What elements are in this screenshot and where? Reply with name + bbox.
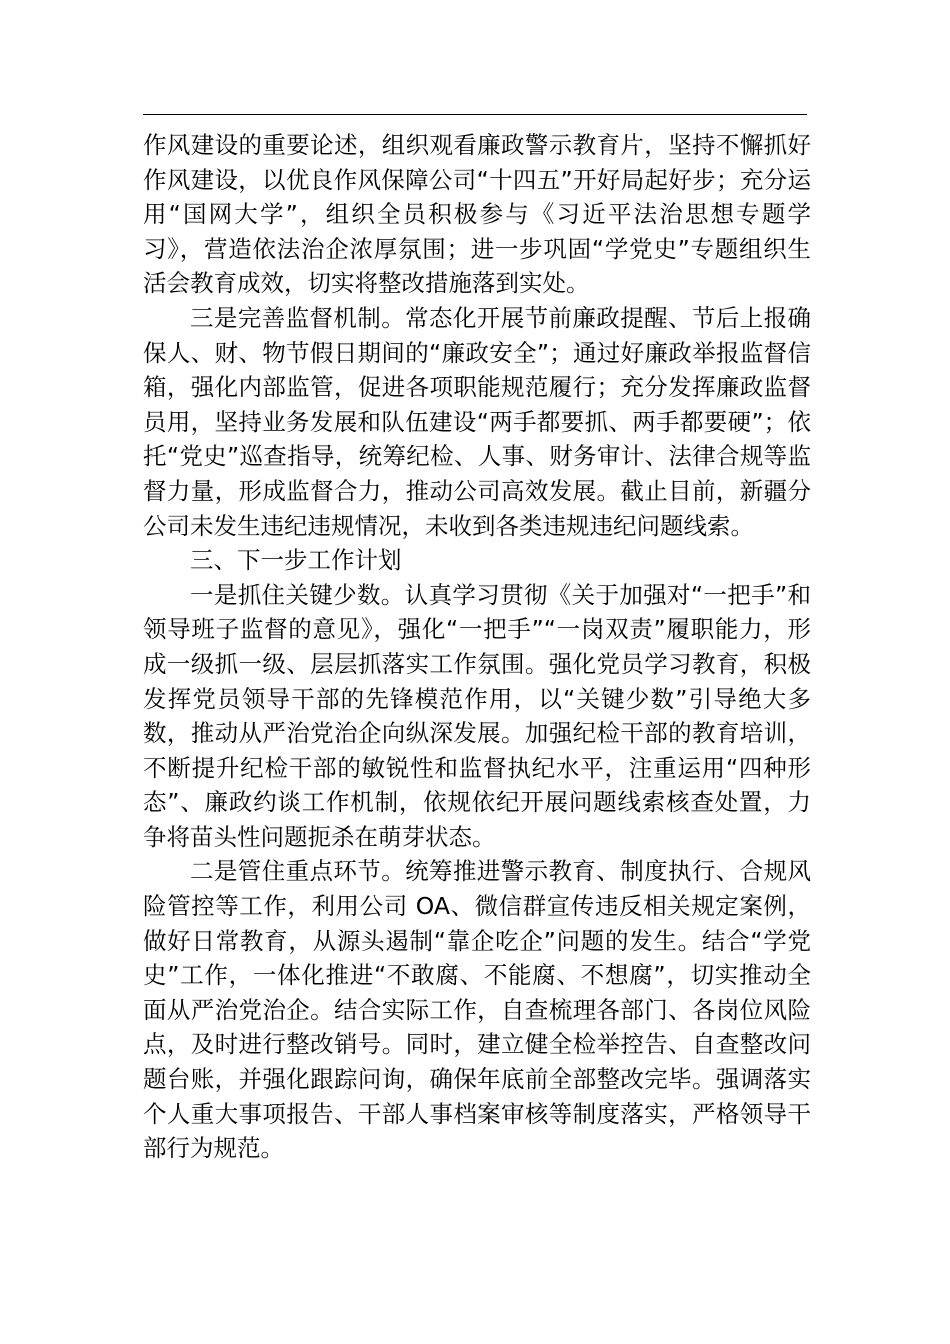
header-rule xyxy=(143,114,807,115)
paragraph-key-minority: 一是抓住关键少数。认真学习贯彻《关于加强对“一把手”和领导班子监督的意见》，强化“一把手”“一岗双责”履职能力，形成一级抓一级、层层抓落实工作氛围。强化党员学习教育，积极发挥党员领导干部的先锋模范作用，以“关键少数”引导绝大多数，推动从严治党治企向纵深发展。加强纪检干部的教育培训，不断提升纪检干部的敏锐性和监督执纪水平，注重运用“四种形态”、廉政约谈工作机制，依规依纪开展问题线索核查处置，力争将苗头性问题扼杀在萌芽状态。 xyxy=(143,580,811,851)
section-heading-next-steps: 三、下一步工作计划 xyxy=(190,546,402,575)
paragraph-continuation: 作风建设的重要论述，组织观看廉政警示教育片，坚持不懈抓好作风建设，以优良作风保障公司“十四五”开好局起好步；充分运用“国网大学”，组织全员积极参与《习近平法治思想专题学习》，营造依法治企浓厚氛围；进一步巩固“学党史”专题组织生活会教育成效，切实将整改措施落到实处。 xyxy=(143,131,811,298)
paragraph-supervision-mechanism: 三是完善监督机制。常态化开展节前廉政提醒、节后上报确保人、财、物节假日期间的“廉政安全”；通过好廉政举报监督信箱，强化内部监管，促进各项职能规范履行；充分发挥廉政监督员用，坚持业务发展和队伍建设“两手都要抓、两手都要硬”；依托“党史”巡查指导，统筹纪检、人事、财务审计、法律合规等监督力量，形成监督合力，推动公司高效发展。截止目前，新疆分公司未发生违纪违规情况，未收到各类违规违纪问题线索。 xyxy=(143,303,811,540)
document-body xyxy=(143,128,811,1166)
paragraph-key-links: 二是管住重点环节。统筹推进警示教育、制度执行、合规风险管控等工作，利用公司 OA、微信群宣传违反相关规定案例，做好日常教育，从源头遏制“靠企吃企”问题的发生。结合“学党史”工作，一体化推进“不敢腐、不能腐、不想腐”，切实推动全面从严治党治企。结合实际工作，自查梳理各部门、各岗位风险点，及时进行整改销号。同时，建立健全检举控告、自查整改问题台账，并强化跟踪问询，确保年底前全部整改完毕。强调落实个人重大事项报告、干部人事档案审核等制度落实，严格领导干部行为规范。 xyxy=(143,857,811,1163)
